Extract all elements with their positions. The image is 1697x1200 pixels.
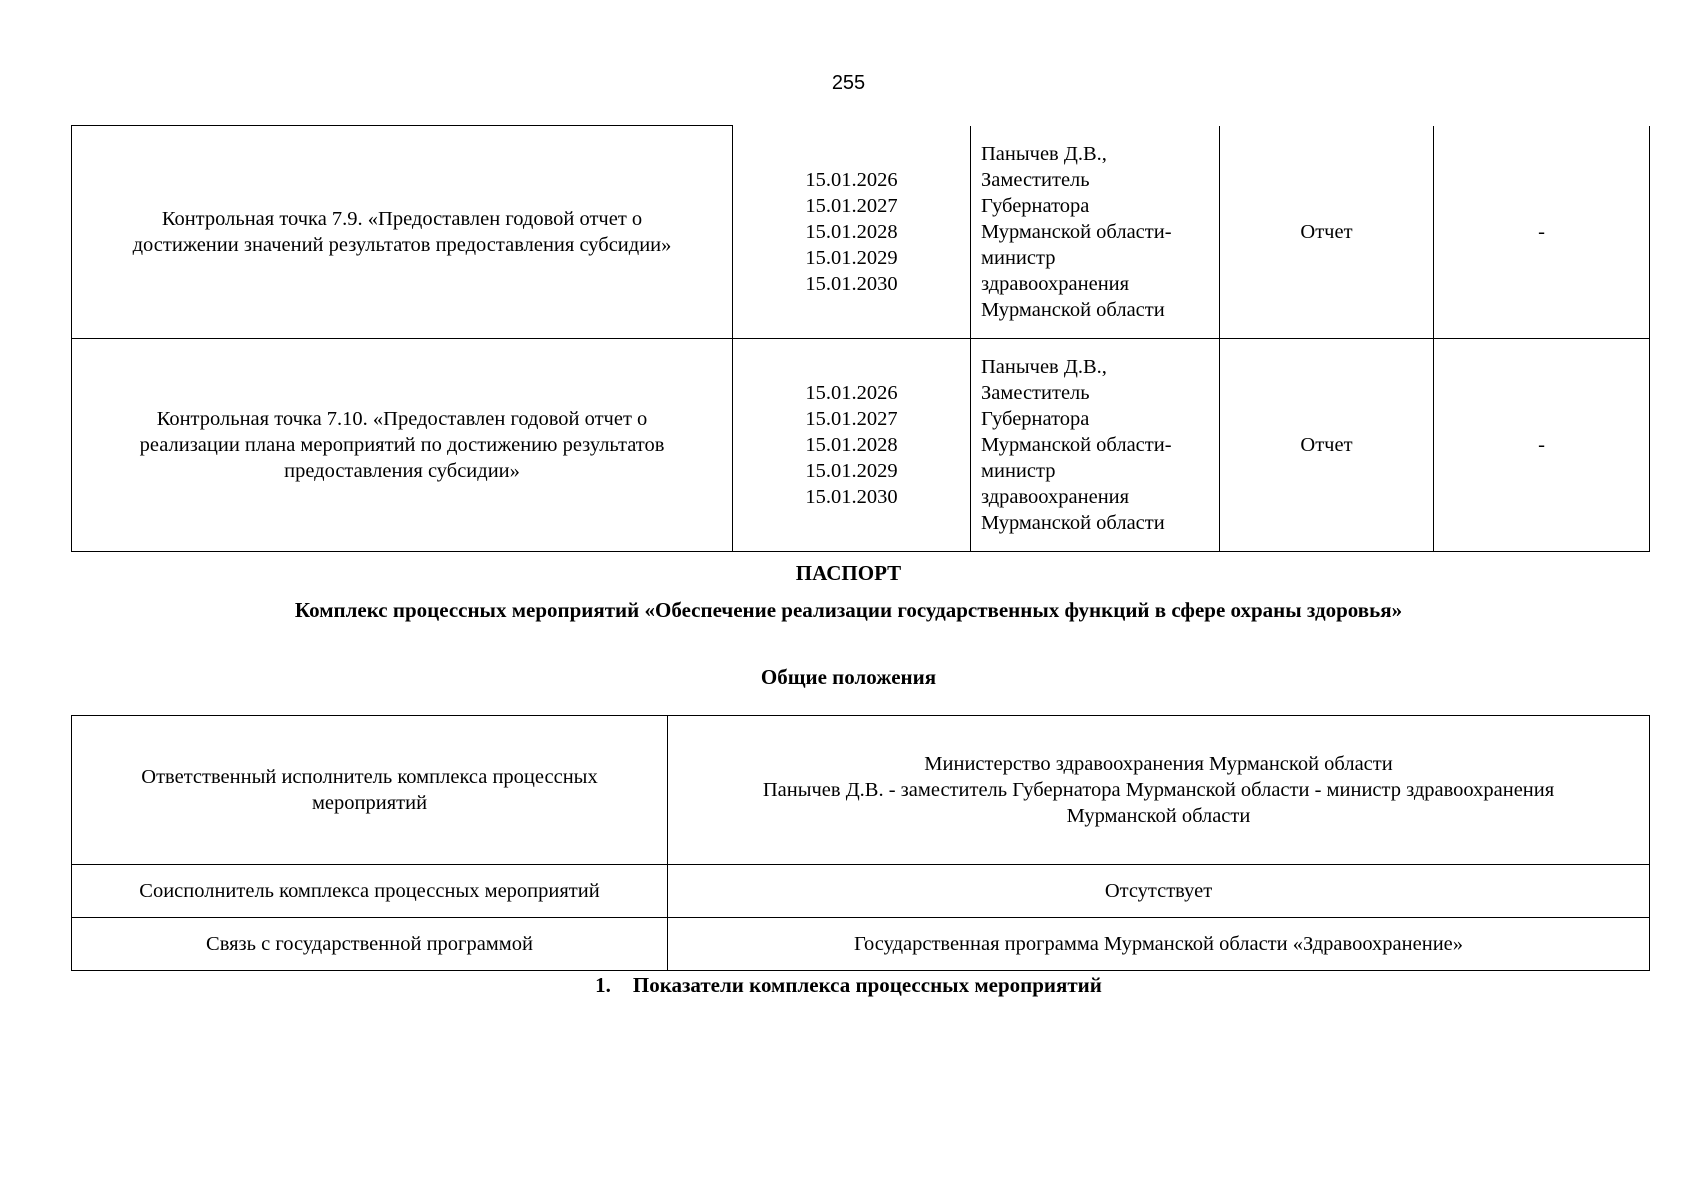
responsible-line: Мурманской области <box>981 512 1165 534</box>
program-link-label: Связь с государственной программой <box>72 918 668 971</box>
program-link-value: Государственная программа Мурманской области «Здравоохранение» <box>668 918 1650 971</box>
responsible-line: Мурманской области <box>981 298 1165 321</box>
section-heading <box>0 973 1697 998</box>
checkpoint-date: 15.01.2026 <box>805 382 898 404</box>
responsible-line: министр <box>981 460 1056 482</box>
coexecutor-value: Отсутствует <box>668 865 1650 918</box>
checkpoint-name-line: реализации плана мероприятий по достижению результатов <box>139 434 665 456</box>
label-line: Ответственный исполнитель комплекса процессных <box>141 766 598 788</box>
table-row <box>72 865 1650 918</box>
responsible-line: Панычев Д.В., <box>981 356 1107 378</box>
value-line: Министерство здравоохранения Мурманской области <box>924 753 1393 775</box>
responsible-line: Заместитель <box>981 382 1090 404</box>
page-number: 255 <box>831 72 866 94</box>
checkpoints-table <box>71 125 1650 552</box>
coexecutor-label: Соисполнитель комплекса процессных мероприятий <box>72 865 668 918</box>
responsible-line: Губернатора <box>981 408 1090 430</box>
checkpoint-name-line: Контрольная точка 7.9. «Предоставлен годовой отчет о <box>161 208 643 230</box>
table-row <box>72 716 1650 865</box>
value-line: Панычев Д.В. - заместитель Губернатора Мурманской области - министр здравоохранения <box>762 779 1555 801</box>
checkpoint-date: 15.01.2028 <box>805 220 898 243</box>
responsible-line: Заместитель <box>981 168 1090 191</box>
checkpoint-date: 15.01.2029 <box>805 460 898 482</box>
responsible-line: Губернатора <box>981 194 1090 217</box>
checkpoint-document-type: Отчет <box>1220 339 1434 552</box>
responsible-executor-label <box>72 716 668 865</box>
responsible-line: здравоохранения <box>981 272 1130 295</box>
checkpoint-responsible-cell <box>971 339 1220 552</box>
checkpoint-name-line: достижении значений результатов предоставления субсидии» <box>132 234 672 256</box>
checkpoint-document-type: Отчет <box>1220 126 1434 339</box>
checkpoint-dates-cell <box>733 339 971 552</box>
checkpoint-note: - <box>1434 339 1650 552</box>
checkpoint-name-cell <box>72 126 733 339</box>
checkpoint-name-line: Контрольная точка 7.10. «Предоставлен годовой отчет о <box>156 408 648 430</box>
checkpoint-note: - <box>1434 126 1650 339</box>
responsible-line: Панычев Д.В., <box>981 142 1107 165</box>
responsible-line: министр <box>981 246 1056 269</box>
checkpoint-date: 15.01.2027 <box>805 194 898 217</box>
complex-title: Комплекс процессных мероприятий «Обеспечение реализации государственных функций в сфере охраны здоровья» <box>294 598 1403 622</box>
table-row <box>72 918 1650 971</box>
general-provisions-table <box>71 715 1650 971</box>
checkpoint-date: 15.01.2026 <box>805 168 898 191</box>
checkpoint-responsible-cell <box>971 126 1220 339</box>
checkpoint-dates-cell <box>733 126 971 339</box>
checkpoint-date: 15.01.2030 <box>805 486 898 508</box>
section-number: 1. <box>595 973 611 997</box>
value-line: Мурманской области <box>1066 805 1251 827</box>
checkpoint-name-line: предоставления субсидии» <box>284 460 520 482</box>
passport-title: ПАСПОРТ <box>795 561 902 585</box>
label-line: мероприятий <box>311 792 428 814</box>
section-title: Показатели комплекса процессных мероприятий <box>632 973 1102 997</box>
checkpoint-date: 15.01.2029 <box>805 246 898 269</box>
responsible-line: Мурманской области- <box>981 220 1172 243</box>
responsible-line: Мурманской области- <box>981 434 1172 456</box>
checkpoint-name-cell <box>72 339 733 552</box>
responsible-executor-value <box>668 716 1650 865</box>
responsible-line: здравоохранения <box>981 486 1130 508</box>
checkpoint-date: 15.01.2028 <box>805 434 898 456</box>
checkpoint-date: 15.01.2027 <box>805 408 898 430</box>
table-row <box>72 126 1650 339</box>
general-provisions-title: Общие положения <box>760 665 937 689</box>
table-row <box>72 339 1650 552</box>
checkpoint-date: 15.01.2030 <box>805 272 898 295</box>
